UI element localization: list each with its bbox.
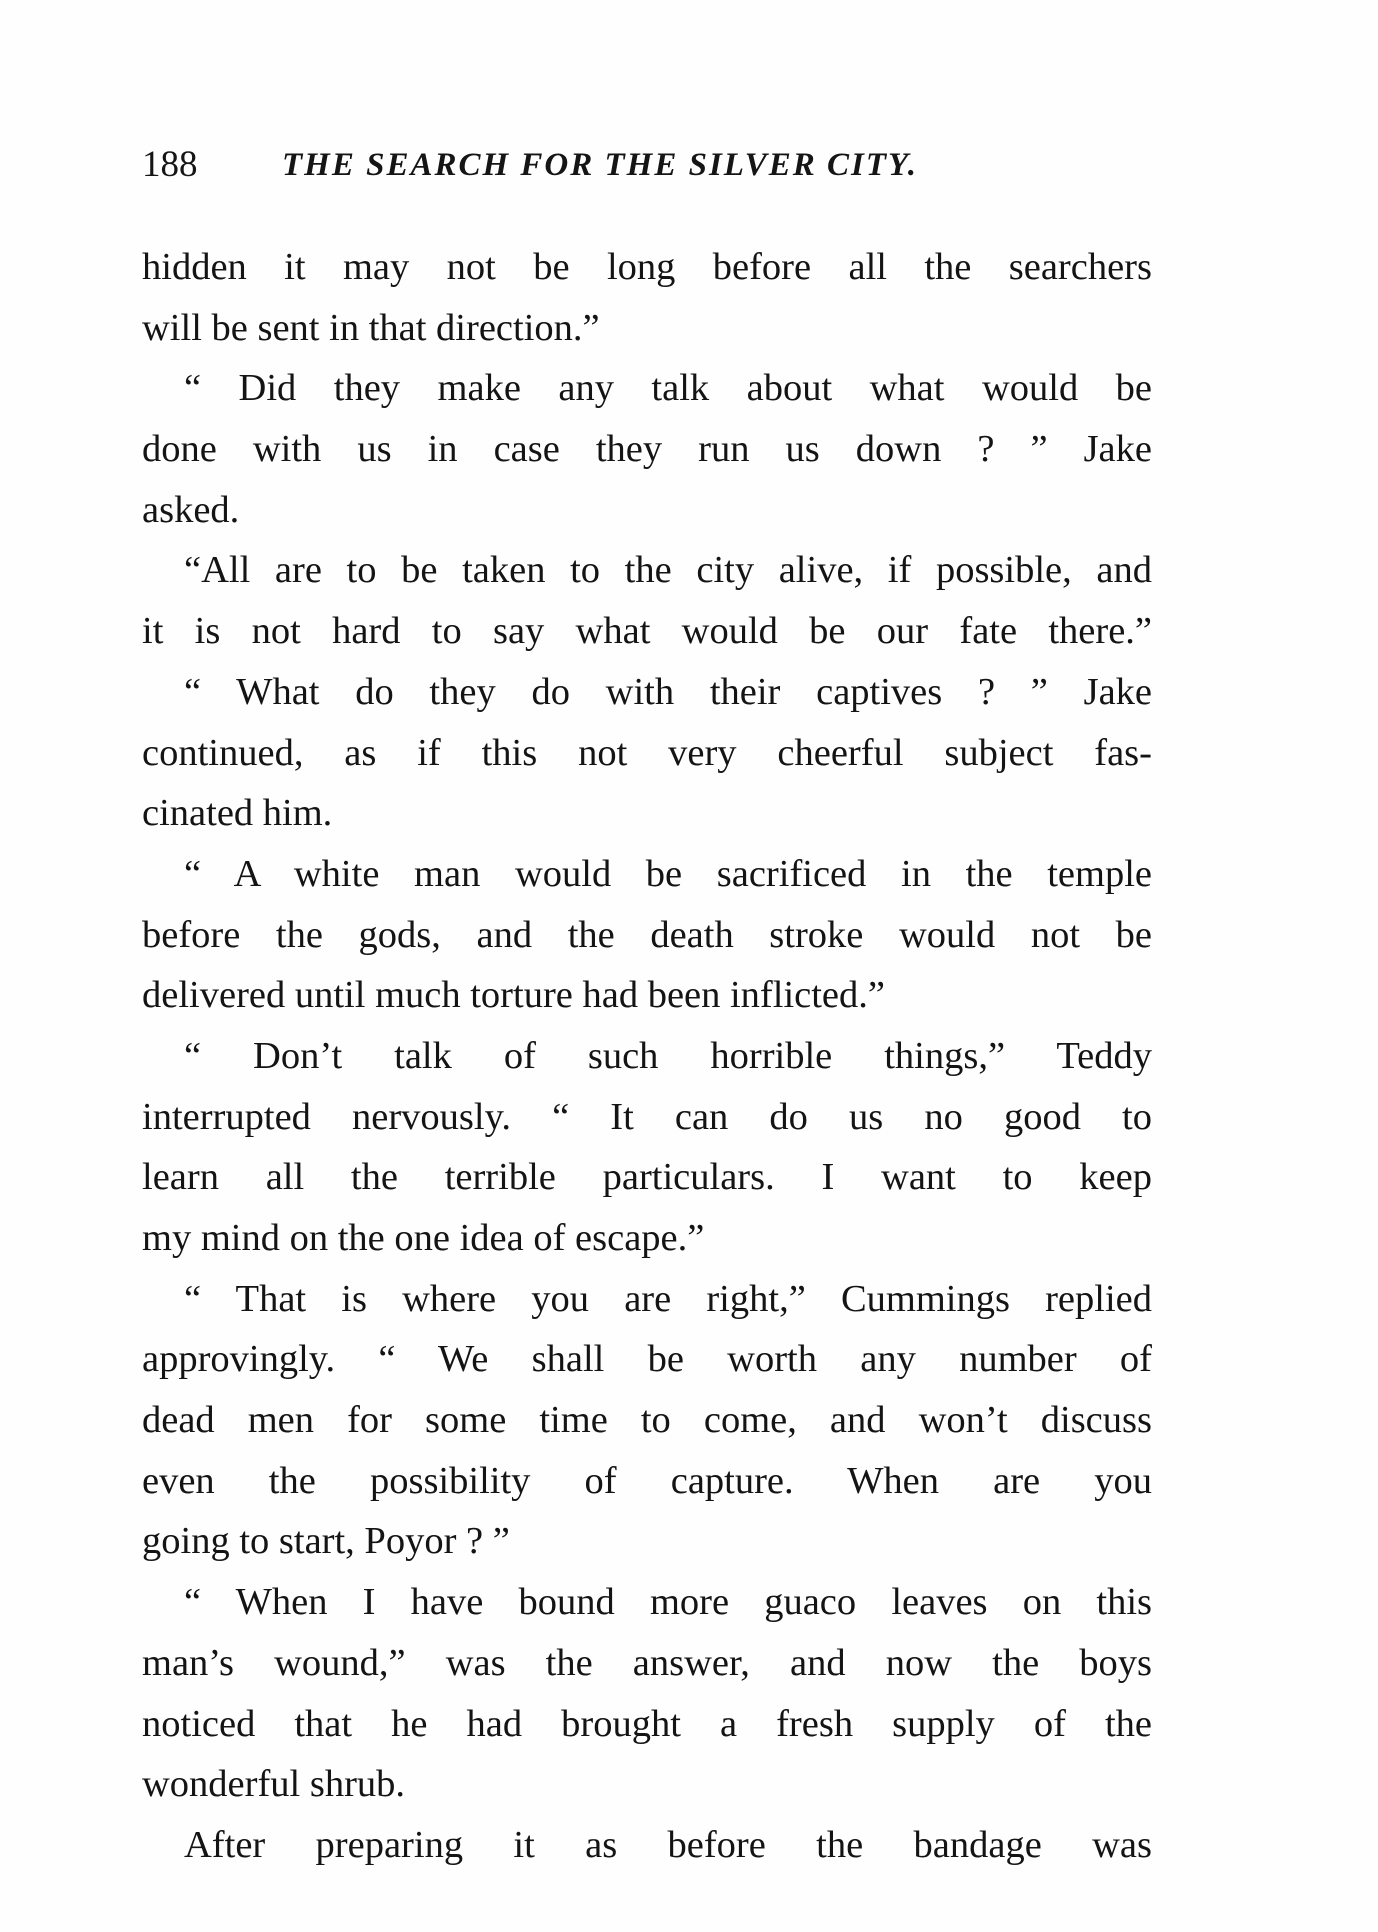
paragraph bbox=[142, 1815, 1152, 1876]
body-text bbox=[142, 237, 1152, 1876]
running-head bbox=[142, 140, 1142, 190]
text-line: noticed that he had brought a fresh supply of the bbox=[142, 1702, 1152, 1745]
paragraph bbox=[142, 844, 1152, 1026]
paragraph bbox=[142, 540, 1152, 661]
text-line: done with us in case they run us down ? ” Jake bbox=[142, 428, 1152, 471]
text-line: cinated him. bbox=[142, 792, 333, 835]
text-line: man’s wound,” was the answer, and now the boys bbox=[142, 1641, 1152, 1684]
text-line: “ What do they do with their captives ? ” Jake bbox=[184, 670, 1152, 713]
text-line: continued, as if this not very cheerful subject fas- bbox=[142, 731, 1152, 774]
text-line: dead men for some time to come, and won’t discuss bbox=[142, 1399, 1152, 1442]
text-line: “ That is where you are right,” Cummings replied bbox=[184, 1277, 1152, 1320]
text-line: asked. bbox=[142, 488, 240, 531]
text-line: my mind on the one idea of escape.” bbox=[142, 1217, 705, 1259]
text-line: will be sent in that direction.” bbox=[142, 306, 600, 349]
text-line: “ When I have bound more guaco leaves on this bbox=[184, 1581, 1152, 1624]
paragraph bbox=[142, 1572, 1152, 1815]
text-line: going to start, Poyor ? ” bbox=[142, 1520, 510, 1563]
paragraph bbox=[142, 1269, 1152, 1572]
text-line: wonderful shrub. bbox=[142, 1763, 406, 1806]
text-line: delivered until much torture had been inflicted.” bbox=[142, 974, 885, 1017]
page-number: 188 bbox=[142, 144, 198, 185]
text-line: approvingly. “ We shall be worth any number of bbox=[142, 1338, 1152, 1381]
text-line: “ Did they make any talk about what would be bbox=[184, 367, 1152, 410]
paragraph bbox=[142, 358, 1152, 540]
text-line: hidden it may not be long before all the searchers bbox=[142, 246, 1152, 288]
paragraph bbox=[142, 1026, 1152, 1269]
text-line: “All are to be taken to the city alive, if possible, and bbox=[184, 549, 1152, 592]
text-line: “ Don’t talk of such horrible things,” Teddy bbox=[184, 1034, 1152, 1077]
paragraph bbox=[142, 662, 1152, 844]
text-line: After preparing it as before the bandage was bbox=[184, 1823, 1152, 1866]
text-line: it is not hard to say what would be our fate there.” bbox=[142, 610, 1152, 653]
text-line: even the possibility of capture. When are you bbox=[142, 1459, 1152, 1502]
text-line: learn all the terrible particulars. I want to keep bbox=[142, 1156, 1152, 1199]
text-line: interrupted nervously. “ It can do us no good to bbox=[142, 1095, 1152, 1138]
text-line: “ A white man would be sacrificed in the temple bbox=[184, 852, 1152, 895]
running-title: THE SEARCH FOR THE SILVER CITY. bbox=[282, 147, 918, 183]
paragraph bbox=[142, 237, 1152, 358]
text-line: before the gods, and the death stroke would not be bbox=[142, 913, 1152, 956]
